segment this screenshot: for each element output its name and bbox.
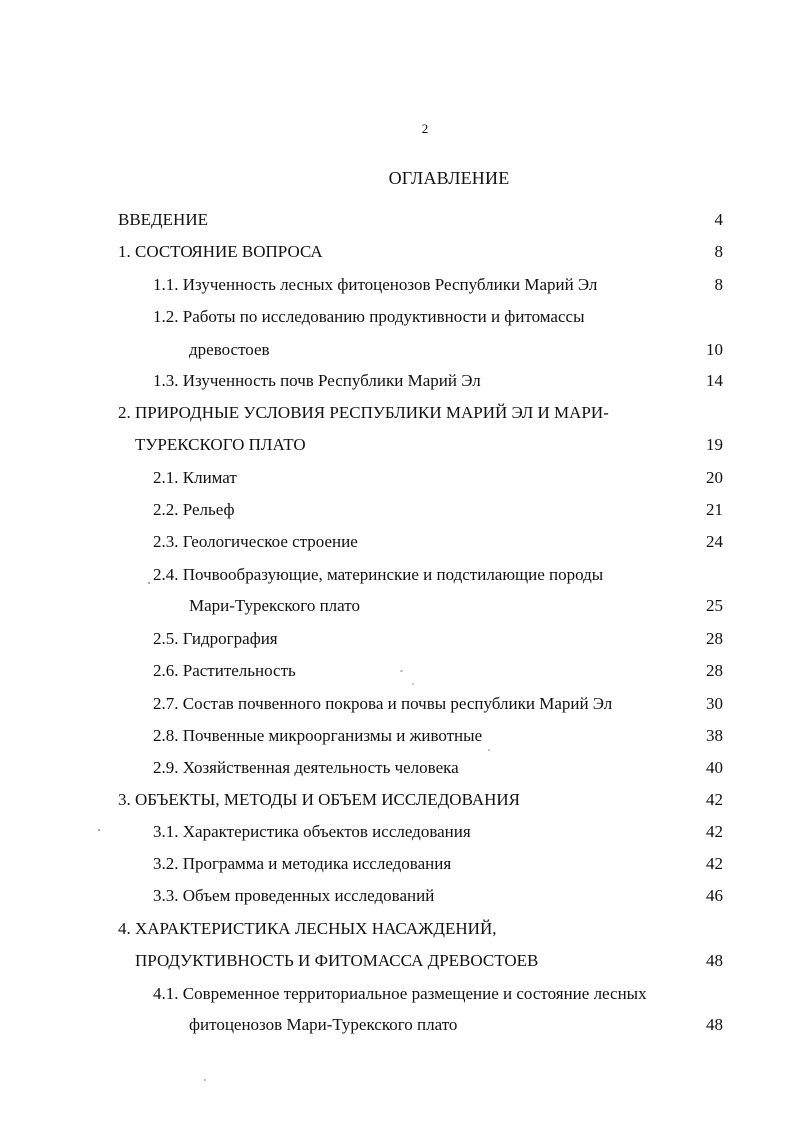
toc-entry-chapter-2[interactable]	[0, 401, 793, 425]
toc-entry-section-3-3[interactable]	[0, 884, 793, 908]
toc-title: ОГЛАВЛЕНИЕ	[388, 168, 510, 188]
toc-entry-text: ТУРЕКСКОГО ПЛАТО	[135, 435, 306, 454]
toc-entry-section-2-4[interactable]	[0, 563, 793, 587]
toc-entry-page: 42	[706, 790, 723, 809]
toc-entry-section-3-2[interactable]	[0, 852, 793, 876]
toc-entry-chapter-4[interactable]	[0, 917, 793, 941]
toc-entry-text: древостоев	[189, 340, 270, 359]
toc-entry-section-4-1-continued[interactable]	[0, 1013, 793, 1037]
toc-entry-page: 10	[706, 340, 723, 359]
toc-entry-section-1-2[interactable]	[0, 305, 793, 329]
toc-entry-page: 8	[714, 242, 723, 261]
toc-entry-text: 4. ХАРАКТЕРИСТИКА ЛЕСНЫХ НАСАЖДЕНИЙ,	[118, 919, 497, 938]
toc-entry-section-2-4-continued[interactable]	[0, 594, 793, 618]
toc-entry-page: 28	[706, 629, 723, 648]
toc-entry-page: 20	[706, 468, 723, 487]
toc-entry-text: 2.7. Состав почвенного покрова и почвы республики Марий Эл	[153, 694, 613, 713]
toc-entry-text: 1. СОСТОЯНИЕ ВОПРОСА	[118, 242, 323, 261]
toc-entry-text: 4.1. Современное территориальное размещение и состояние лесных	[153, 984, 647, 1003]
toc-entry-section-2-6[interactable]	[0, 659, 793, 683]
toc-entry-section-2-7[interactable]	[0, 692, 793, 716]
toc-entry-section-2-1[interactable]	[0, 466, 793, 490]
scan-speck	[412, 683, 414, 685]
toc-entry-section-2-9[interactable]	[0, 756, 793, 780]
toc-entry-text: 2. ПРИРОДНЫЕ УСЛОВИЯ РЕСПУБЛИКИ МАРИЙ ЭЛ И МАРИ-	[118, 403, 609, 422]
toc-entry-page: 24	[706, 532, 723, 551]
toc-entry-page: 48	[706, 1015, 723, 1034]
toc-entry-text: 1.3. Изученность почв Республики Марий Эл	[153, 371, 481, 390]
toc-entry-section-1-1[interactable]	[0, 273, 793, 297]
toc-entry-text: 2.2. Рельеф	[153, 500, 235, 519]
toc-entry-page: 28	[706, 661, 723, 680]
toc-entry-text: 3. ОБЪЕКТЫ, МЕТОДЫ И ОБЪЕМ ИССЛЕДОВАНИЯ	[118, 790, 521, 809]
toc-entry-page: 42	[706, 854, 723, 873]
toc-entry-section-2-8[interactable]	[0, 724, 793, 748]
toc-entry-text: 2.6. Растительность	[153, 661, 296, 680]
toc-entry-text: 1.2. Работы по исследованию продуктивности и фитомассы	[153, 307, 585, 326]
toc-entry-section-2-3[interactable]	[0, 530, 793, 554]
scan-speck	[204, 1079, 206, 1081]
toc-entry-text: фитоценозов Мари-Турекского плато	[189, 1015, 458, 1034]
toc-entry-chapter-4-continued[interactable]	[0, 949, 793, 973]
toc-entry-section-1-3[interactable]	[0, 369, 793, 393]
toc-entry-text: ВВЕДЕНИЕ	[118, 210, 208, 229]
toc-entry-page: 8	[714, 275, 723, 294]
toc-entry-section-2-5[interactable]	[0, 627, 793, 651]
toc-entry-section-2-2[interactable]	[0, 498, 793, 522]
toc-entry-page: 21	[706, 500, 723, 519]
toc-entry-page: 48	[706, 951, 723, 970]
toc-entry-text: 2.1. Климат	[153, 468, 237, 487]
toc-entry-page: 14	[706, 371, 723, 390]
toc-entry-chapter-3[interactable]	[0, 788, 793, 812]
toc-entry-text: 2.4. Почвообразующие, материнские и подстилающие породы	[153, 565, 604, 584]
scan-speck	[148, 582, 150, 584]
toc-entry-text: ПРОДУКТИВНОСТЬ И ФИТОМАССА ДРЕВОСТОЕВ	[135, 951, 539, 970]
scan-speck	[98, 829, 100, 831]
toc-entry-section-4-1[interactable]	[0, 982, 793, 1006]
toc-entry-text: Мари-Турекского плато	[189, 596, 360, 615]
toc-entry-section-1-2-continued[interactable]	[0, 338, 793, 362]
toc-entry-text: 3.1. Характеристика объектов исследования	[153, 822, 471, 841]
toc-entry-text: 3.2. Программа и методика исследования	[153, 854, 452, 873]
toc-entry-text: 2.5. Гидрография	[153, 629, 278, 648]
toc-entry-text: 2.3. Геологическое строение	[153, 532, 358, 551]
toc-entry-text: 2.8. Почвенные микроорганизмы и животные	[153, 726, 483, 745]
toc-entry-page: 19	[706, 435, 723, 454]
toc-entry-page: 38	[706, 726, 723, 745]
toc-entry-chapter-1[interactable]	[0, 240, 793, 264]
toc-entry-text: 1.1. Изученность лесных фитоценозов Республики Марий Эл	[153, 275, 598, 294]
toc-entry-page: 40	[706, 758, 723, 777]
toc-entry-page: 4	[714, 210, 723, 229]
toc-entry-page: 46	[706, 886, 723, 905]
scan-speck	[400, 670, 403, 672]
toc-entry-section-3-1[interactable]	[0, 820, 793, 844]
toc-entry-page: 42	[706, 822, 723, 841]
scan-speck	[488, 749, 490, 751]
toc-entry-text: 3.3. Объем проведенных исследований	[153, 886, 435, 905]
toc-entry-page: 30	[706, 694, 723, 713]
toc-entry-chapter-2-continued[interactable]	[0, 433, 793, 457]
toc-entry-page: 25	[706, 596, 723, 615]
page-number: 2	[421, 121, 429, 136]
toc-entry-text: 2.9. Хозяйственная деятельность человека	[153, 758, 459, 777]
toc-entry-introduction[interactable]	[0, 208, 793, 232]
